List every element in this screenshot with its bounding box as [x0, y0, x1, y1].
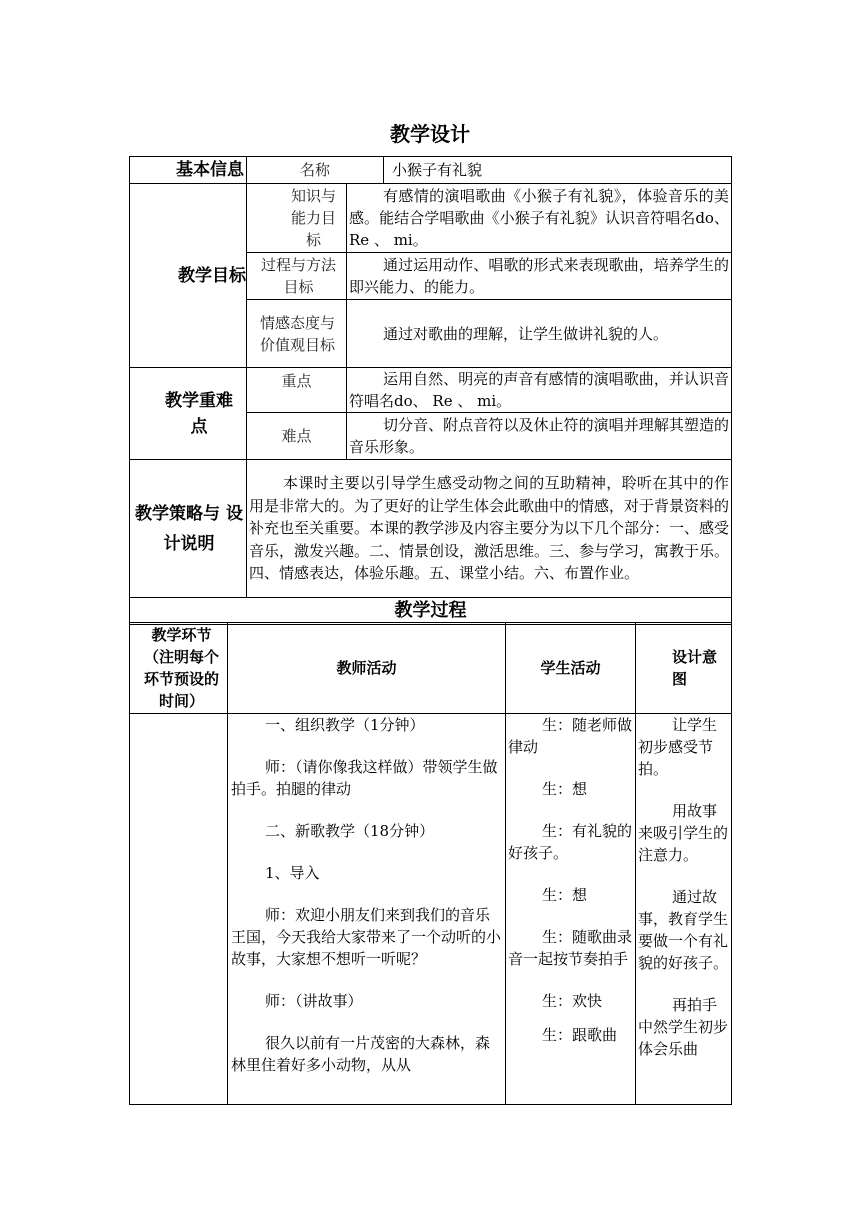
goal-text-process: 通过运用动作、唱歌的形式来表现歌曲，培养学生的即兴能力、的能力。 — [347, 253, 732, 300]
keypoint-label-focus: 重点 — [247, 368, 347, 413]
student-paragraph: 生：想 — [542, 780, 588, 798]
basic-info-header: 基本信息 — [130, 157, 247, 184]
process-table — [129, 622, 732, 1105]
keypoints-header: 教学重难点 — [130, 368, 247, 460]
col-teacher: 教师活动 — [228, 623, 506, 714]
goals-header: 教学目标 — [130, 184, 247, 368]
intent-paragraph: 让学生初步感受节拍。 — [638, 716, 718, 778]
student-paragraph: 生：随老师做律动 — [508, 716, 633, 756]
teacher-paragraph: 师：（讲故事） — [265, 992, 363, 1010]
intent-paragraph: 用故事来吸引学生的注意力。 — [638, 802, 729, 864]
col-intent: 设计意图 — [636, 623, 732, 714]
keypoint-text-focus: 运用自然、明亮的声音有感情的演唱歌曲，并认识音符唱名do、 Re 、 mi。 — [347, 368, 732, 413]
intent-paragraph: 通过故事，教育学生要做一个有礼貌的好孩子。 — [638, 888, 729, 972]
goal-label-process: 过程与方法目标 — [247, 253, 347, 300]
student-activity-cell — [506, 714, 636, 1105]
student-paragraph: 生：随歌曲录音一起按节奏拍手 — [508, 928, 633, 968]
goal-label-knowledge: 知识与能力目标 — [247, 184, 347, 253]
goal-text-knowledge: 有感情的演唱歌曲《小猴子有礼貌》，体验音乐的美感。能结合学唱歌曲《小猴子有礼貌》认识音符唱名do、 Re 、 mi。 — [347, 184, 732, 253]
strategy-header: 教学策略与 设计说明 — [130, 460, 247, 598]
col-stage: 教学环节（注明每个环节预设的时间） — [130, 623, 228, 714]
student-paragraph: 生：想 — [542, 886, 588, 904]
col-student: 学生活动 — [506, 623, 636, 714]
name-value: 小猴子有礼貌 — [384, 157, 732, 184]
strategy-text: 本课时主要以引导学生感受动物之间的互助精神，聆听在其中的作用是非常大的。为了更好的让学生体会此歌曲中的情感，对于背景资料的补充也至关重要。本课的教学涉及内容主要分为以下几个部分：一、感受音乐，激发兴趣。二、情景创设，激活思维。三、参与学习，寓教于乐。四、情感表达，体验乐趣。五、课堂小结。六、布置作业。 — [247, 460, 732, 598]
keypoint-text-difficulty: 切分音、附点音符以及休止符的演唱并理解其塑造的音乐形象。 — [347, 413, 732, 460]
student-paragraph: 生：欢快 — [542, 992, 603, 1010]
info-table — [129, 156, 732, 625]
stage-cell — [130, 714, 228, 1105]
goal-text-emotion: 通过对歌曲的理解，让学生做讲礼貌的人。 — [347, 300, 732, 368]
intent-cell — [636, 714, 732, 1105]
goal-label-emotion: 情感态度与价值观目标 — [247, 300, 347, 368]
teacher-activity-cell — [228, 714, 506, 1105]
intent-paragraph: 再拍手中然学生初步体会乐曲 — [638, 996, 729, 1058]
teacher-paragraph: 二、新歌教学（18分钟） — [265, 822, 435, 840]
teacher-paragraph: 很久以前有一片茂密的大森林，森林里住着好多小动物，从从 — [231, 1034, 491, 1074]
page-title: 教学设计 — [390, 122, 470, 146]
student-paragraph: 生：跟歌曲 — [542, 1026, 618, 1044]
teacher-paragraph: 师：欢迎小朋友们来到我们的音乐王国，今天我给大家带来了一个动听的小故事，大家想不想听一听呢？ — [231, 906, 502, 968]
teacher-paragraph: 一、组织教学（1分钟） — [265, 716, 425, 734]
teacher-paragraph: 师：（请你像我这样做）带领学生做拍手。拍腿的律动 — [231, 758, 498, 798]
name-label: 名称 — [247, 157, 384, 184]
teacher-paragraph: 1、导入 — [265, 864, 320, 882]
student-paragraph: 生：有礼貌的好孩子。 — [508, 822, 633, 862]
keypoint-label-difficulty: 难点 — [247, 413, 347, 460]
process-header: 教学过程 — [130, 598, 732, 625]
